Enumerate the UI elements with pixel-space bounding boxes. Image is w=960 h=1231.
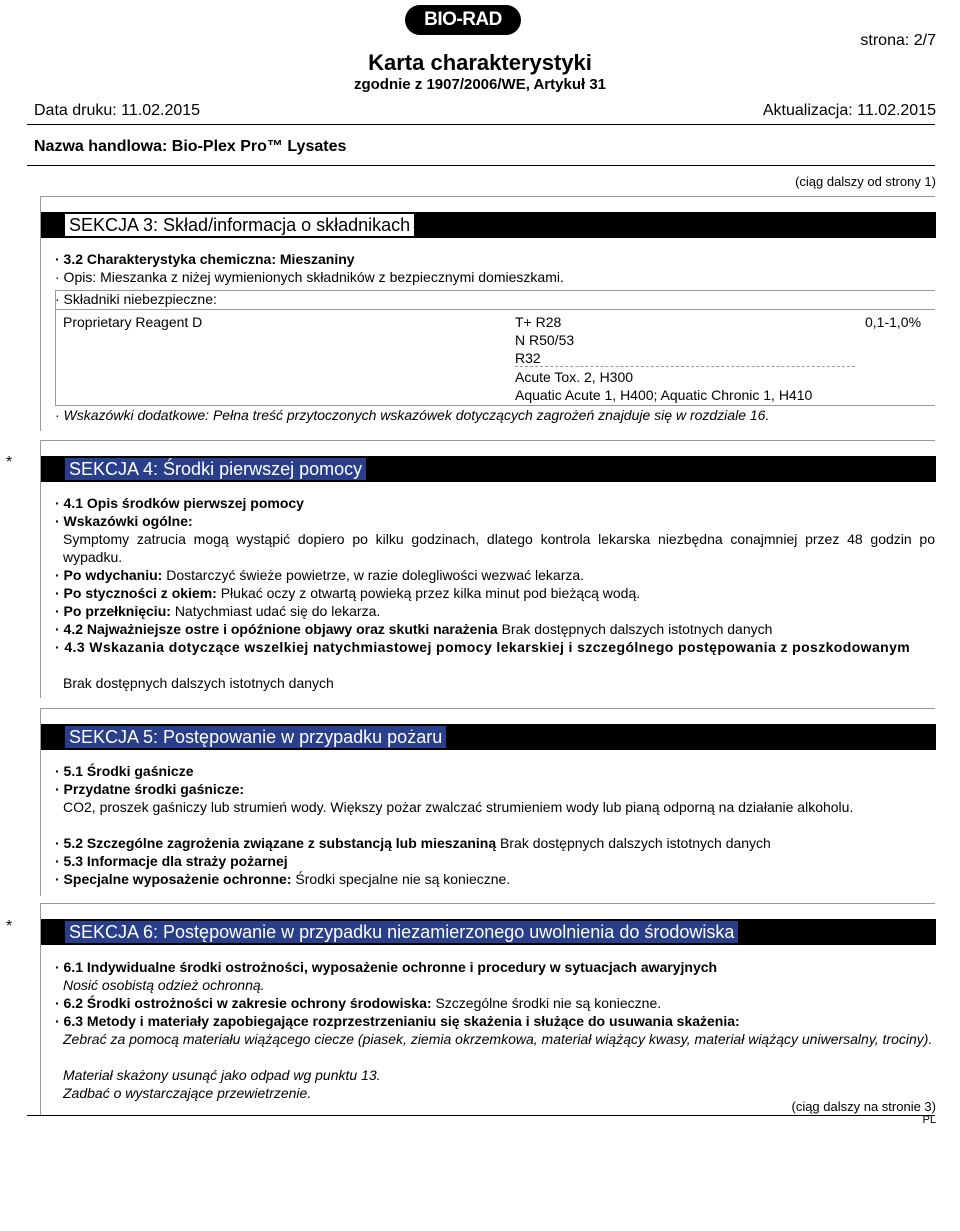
s3-line-chem: · 3.2 Charakterystyka chemiczna: Mieszaniny — [55, 251, 355, 267]
footer-divider — [27, 1115, 935, 1116]
s6-line-61: · 6.1 Indywidualne środki ostrożności, wyposażenie ochronne i procedury w sytuacjach awaryjnych — [55, 959, 718, 975]
s6-line-collect: Zebrać za pomocą materiału wiążącego ciecze (piasek, ziemia okrzemkowa, materiał wiążący kwasy, materiał wiążący uniwersalny, trociny). — [63, 1031, 933, 1047]
section-3-heading: SEKCJA 3: Skład/informacja o składnikach — [65, 214, 414, 236]
s3-line-desc: · Opis: Mieszanka z niżej wymienionych składników z bezpiecznymi domieszkami. — [55, 269, 564, 285]
s6-line-ventilate: Zadbać o wystarczające przewietrzenie. — [63, 1085, 312, 1101]
s4-line-general: · Wskazówki ogólne: — [55, 513, 193, 529]
section-6-heading: SEKCJA 6: Postępowanie w przypadku niezamierzonego uwolnienia do środowiska — [65, 921, 738, 943]
language-code: PL — [922, 1114, 936, 1126]
s3-line-hazardous: · Składniki niebezpieczne: — [55, 291, 217, 307]
hazard-h300: Acute Tox. 2, H300 — [515, 369, 634, 385]
section-5-heading: SEKCJA 5: Postępowanie w przypadku pożaru — [65, 726, 446, 748]
document-title: Karta charakterystyki — [368, 50, 592, 75]
s4-revision-star: * — [6, 454, 13, 471]
s6-line-62: · 6.2 Środki ostrożności w zakresie ochrony środowiska: Szczególne środki nie są konieczne. — [55, 995, 662, 1011]
s6-line-clothing: Nosić osobistą odzież ochronną. — [63, 977, 265, 993]
s4-line-ingest: · Po przełknięciu: Natychmiast udać się do lekarza. — [55, 603, 381, 619]
s3-note: · Wskazówki dodatkowe: Pełna treść przytoczonych wskazówek dotyczących zagrożeń znajduje się w rozdziale 16. — [55, 407, 770, 423]
s4-line-43: · 4.3 Wskazania dotyczące wszelkiej natychmiastowej pomocy lekarskiej i szczególnego postępowania z poszkodowanym — [55, 639, 911, 655]
header-divider — [27, 124, 935, 125]
s4-line-43-value: Brak dostępnych dalszych istotnych danych — [63, 675, 334, 691]
s6-line-63: · 6.3 Metody i materiały zapobiegające rozprzestrzenianiu się skażenia i służące do usuwania skażenia: — [55, 1013, 740, 1029]
concentration: 0,1-1,0% — [865, 314, 922, 330]
s5-line-51: · 5.1 Środki gaśnicze — [55, 763, 194, 779]
s5-line-suitable: · Przydatne środki gaśnicze: — [55, 781, 245, 797]
section-3-bar — [40, 212, 936, 238]
s5-line-ppe: · Specjalne wyposażenie ochronne: Środki specjalne nie są konieczne. — [55, 871, 511, 887]
risk-r28: T+ R28 — [515, 314, 562, 330]
continued-from: (ciąg dalszy od strony 1) — [795, 174, 936, 189]
section-6-bar — [40, 919, 936, 945]
risk-r32: R32 — [515, 350, 541, 366]
update-date: Aktualizacja: 11.02.2015 — [762, 102, 936, 119]
print-date: Data druku: 11.02.2015 — [34, 102, 201, 119]
page-number: strona: 2/7 — [860, 32, 936, 49]
s4-line-42: · 4.2 Najważniejsze ostre i opóźnione objawy oraz skutki narażenia Brak dostępnych dalszych istotnych danych — [55, 621, 773, 637]
hazard-h400: Aquatic Acute 1, H400; Aquatic Chronic 1, H410 — [515, 387, 813, 403]
trade-name: Nazwa handlowa: Bio-Plex Pro™ Lysates — [34, 138, 347, 155]
trade-name-divider — [27, 165, 935, 166]
document-subtitle: zgodnie z 1907/2006/WE, Artykuł 31 — [353, 76, 607, 93]
s6-line-dispose: Materiał skażony usunąć jako odpad wg punktu 13. — [63, 1067, 381, 1083]
section-5-bar — [40, 724, 936, 750]
s4-line-41: · 4.1 Opis środków pierwszej pomocy — [55, 495, 304, 511]
s6-revision-star: * — [6, 918, 13, 935]
s5-line-media: CO2, proszek gaśniczy lub strumień wody. Większy pożar zwalczać strumieniem wody lub pianą odporną na działanie alkoholu. — [63, 799, 854, 815]
s5-line-52: · 5.2 Szczególne zagrożenia związane z substancją lub mieszaniną Brak dostępnych dalszych istotnych danych — [55, 835, 771, 851]
s4-line-inhal: · Po wdychaniu: Dostarczyć świeże powietrze, w razie dolegliwości wezwać lekarza. — [55, 567, 585, 583]
risk-r50: N R50/53 — [515, 332, 575, 348]
reagent-name: Proprietary Reagent D — [63, 314, 203, 330]
s4-line-symptoms: Symptomy zatrucia mogą wystąpić dopiero po kilku godzinach, dlatego kontrola lekarska niezbędna conajmniej przez 48 godzin po wypadku. — [63, 531, 935, 565]
s4-line-eye: · Po styczności z okiem: Płukać oczy z otwartą powieką przez kilka minut pod bieżącą wodą. — [55, 585, 641, 601]
continued-next: (ciąg dalszy na stronie 3) — [791, 1099, 936, 1114]
bio-rad-logo: BIO-RAD — [405, 5, 521, 35]
section-4-heading: SEKCJA 4: Środki pierwszej pomocy — [65, 458, 366, 480]
section-4-bar — [40, 456, 936, 482]
table-dashed-divider — [515, 366, 855, 367]
s5-line-53: · 5.3 Informacje dla straży pożarnej — [55, 853, 288, 869]
